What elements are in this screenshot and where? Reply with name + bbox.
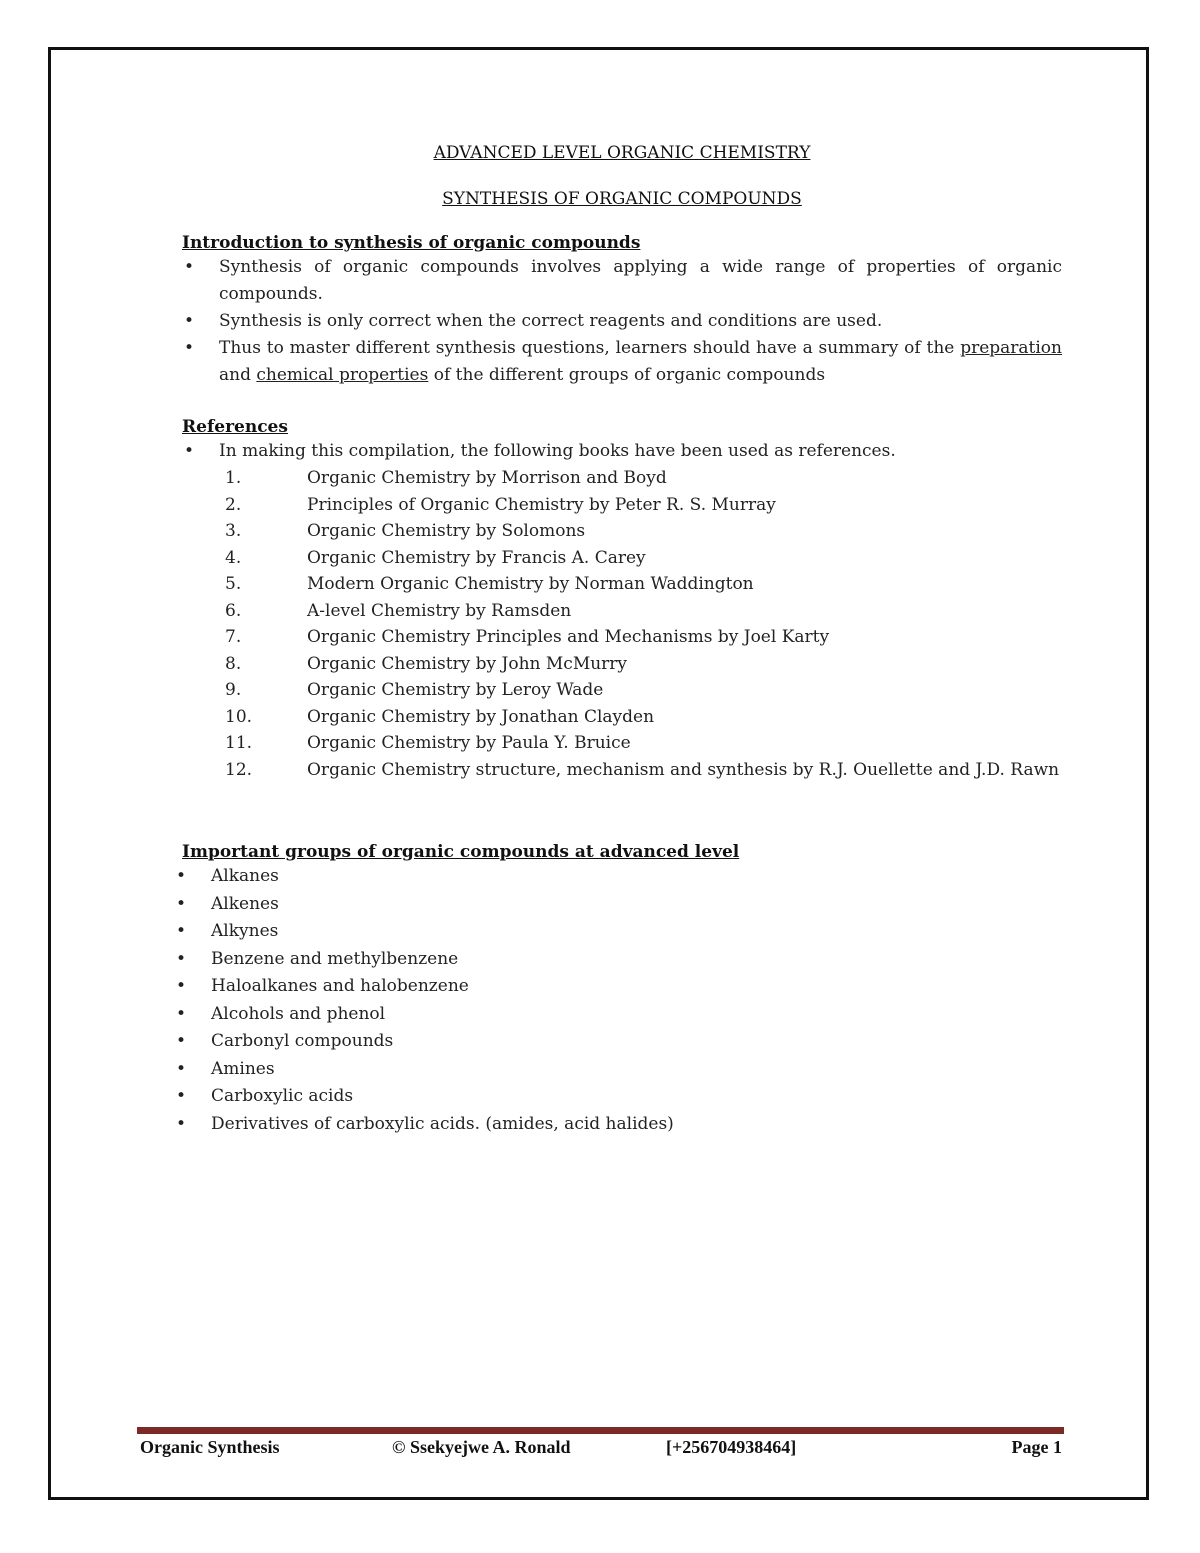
reference-number: 11. — [225, 733, 253, 753]
page-footer — [140, 1437, 1062, 1461]
reference-text: Organic Chemistry by Francis A. Carey — [307, 547, 646, 568]
group-name: Amines — [211, 1058, 275, 1079]
groups-heading: Important groups of organic compounds at advanced level — [182, 842, 740, 862]
list-item — [176, 1056, 1062, 1084]
intro-heading: Introduction to synthesis of organic compounds — [182, 233, 641, 253]
bullet-icon: • — [176, 866, 187, 886]
document-title: ADVANCED LEVEL ORGANIC CHEMISTRY — [433, 143, 811, 163]
bullet-icon: • — [176, 1113, 187, 1134]
intro-bullet-text: and — [219, 365, 251, 385]
document-subtitle: SYNTHESIS OF ORGANIC COMPOUNDS — [442, 189, 802, 209]
bullet-icon: • — [184, 441, 195, 461]
reference-number: 1. — [225, 468, 242, 488]
reference-number: 6. — [225, 600, 242, 621]
references-intro-text: In making this compilation, the following books have been used as references. — [219, 441, 896, 461]
list-item — [176, 863, 1062, 891]
group-name: Carbonyl compounds — [211, 1031, 394, 1051]
reference-item — [182, 651, 1062, 678]
footer-phone: [+256704938464] — [666, 1437, 797, 1457]
group-name: Benzene and methylbenzene — [211, 948, 459, 969]
bullet-icon: • — [184, 311, 195, 331]
list-item — [182, 308, 1062, 335]
intro-bullet-text: Thus to master different synthesis questions, learners should have a summary of the — [219, 338, 955, 358]
reference-text: Organic Chemistry by Paula Y. Bruice — [307, 733, 631, 753]
reference-item — [182, 730, 1062, 757]
document-body — [176, 140, 1062, 1138]
group-name: Alkynes — [211, 921, 279, 941]
reference-item — [182, 465, 1062, 492]
footer-page-number: Page 1 — [1011, 1437, 1062, 1457]
reference-number: 4. — [225, 547, 242, 568]
reference-text: Organic Chemistry by John McMurry — [307, 653, 628, 674]
list-item — [176, 1001, 1062, 1029]
references-intro-list — [182, 438, 1062, 465]
list-item — [176, 1028, 1062, 1056]
reference-number: 9. — [225, 680, 242, 700]
reference-item — [182, 757, 1062, 784]
reference-number: 10. — [225, 706, 253, 727]
group-name: Alcohols and phenol — [211, 1003, 386, 1024]
reference-item — [182, 677, 1062, 704]
reference-text: Organic Chemistry structure, mechanism and synthesis by R.J. Ouellette and J.D. Rawn — [307, 759, 1060, 780]
footer-document-name: Organic Synthesis — [140, 1437, 280, 1457]
reference-text: Organic Chemistry by Morrison and Boyd — [307, 468, 667, 488]
list-item — [176, 918, 1062, 946]
bullet-icon: • — [176, 893, 187, 914]
bullet-icon: • — [176, 1086, 187, 1106]
bullet-icon: • — [184, 338, 195, 358]
reference-item — [182, 704, 1062, 731]
reference-number: 8. — [225, 653, 242, 674]
intro-bullet-text: Synthesis is only correct when the correct reagents and conditions are used. — [219, 311, 883, 331]
references-list — [182, 465, 1062, 783]
bullet-icon: • — [176, 1003, 187, 1024]
reference-number: 3. — [225, 521, 242, 541]
group-name: Carboxylic acids — [211, 1086, 354, 1106]
reference-text: A-level Chemistry by Ramsden — [307, 600, 572, 621]
list-item — [176, 946, 1062, 974]
reference-text: Organic Chemistry by Leroy Wade — [307, 680, 604, 700]
group-name: Alkanes — [211, 866, 279, 886]
list-item — [182, 254, 1062, 308]
list-item — [176, 1111, 1062, 1139]
reference-item — [182, 545, 1062, 572]
reference-item — [182, 598, 1062, 625]
bullet-icon: • — [176, 948, 187, 969]
reference-number: 7. — [225, 627, 242, 647]
group-name: Alkenes — [211, 893, 279, 914]
footer-author: © Ssekyejwe A. Ronald — [392, 1437, 571, 1457]
reference-number: 2. — [225, 494, 242, 515]
list-item — [182, 335, 1062, 389]
bullet-icon: • — [184, 257, 195, 277]
list-item — [176, 891, 1062, 919]
reference-item — [182, 492, 1062, 519]
bullet-icon: • — [176, 1058, 187, 1079]
reference-text: Organic Chemistry by Solomons — [307, 521, 586, 541]
reference-text: Modern Organic Chemistry by Norman Waddington — [307, 574, 754, 594]
groups-list — [176, 863, 1062, 1138]
reference-item — [182, 518, 1062, 545]
group-name: Haloalkanes and halobenzene — [211, 976, 469, 996]
intro-list — [182, 254, 1062, 389]
underlined-term-preparation: preparation — [960, 338, 1062, 358]
reference-number: 5. — [225, 574, 242, 594]
list-item — [182, 438, 1062, 465]
reference-text: Organic Chemistry Principles and Mechanisms by Joel Karty — [307, 627, 830, 647]
bullet-icon: • — [176, 976, 187, 996]
intro-bullet-text: Synthesis of organic compounds involves applying a wide range of properties of organic compounds. — [219, 257, 1062, 304]
bullet-icon: • — [176, 921, 187, 941]
underlined-term-chemical-properties: chemical properties — [256, 365, 429, 385]
list-item — [176, 973, 1062, 1001]
reference-number: 12. — [225, 759, 253, 780]
bullet-icon: • — [176, 1031, 187, 1051]
intro-bullet-text: of the different groups of organic compounds — [433, 365, 826, 385]
references-heading: References — [182, 417, 288, 437]
list-item — [176, 1083, 1062, 1111]
group-name: Derivatives of carboxylic acids. (amides, acid halides) — [211, 1113, 674, 1134]
reference-item — [182, 571, 1062, 598]
reference-item — [182, 624, 1062, 651]
reference-text: Organic Chemistry by Jonathan Clayden — [307, 706, 655, 727]
footer-divider — [137, 1427, 1064, 1434]
reference-text: Principles of Organic Chemistry by Peter R. S. Murray — [307, 494, 776, 515]
